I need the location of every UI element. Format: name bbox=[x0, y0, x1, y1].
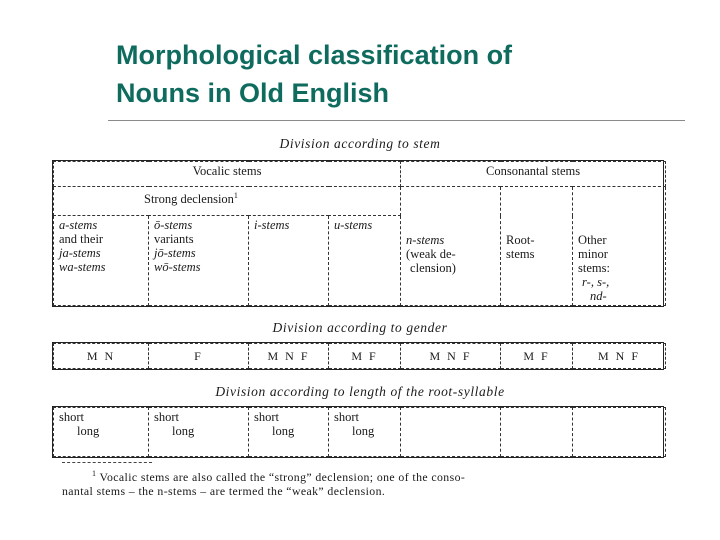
root-stems-cell bbox=[501, 187, 573, 306]
footnote-mark: 1 bbox=[92, 469, 97, 478]
footnote-divider bbox=[62, 462, 152, 463]
i-stems-label: i-stems bbox=[254, 218, 290, 233]
heading-stem: Division according to stem bbox=[279, 136, 441, 151]
length-cell bbox=[54, 408, 149, 457]
consonantal-header: Consonantal stems bbox=[401, 162, 666, 187]
length-short: short bbox=[254, 410, 279, 424]
gender-cell: M N F bbox=[573, 344, 666, 369]
other-stems-label-3: stems: bbox=[578, 261, 610, 275]
root-stems-label-2: stems bbox=[506, 247, 535, 261]
other-stems-label-5: nd- bbox=[590, 289, 607, 303]
o-stems-cell bbox=[149, 216, 249, 306]
n-stems-label: n-stems bbox=[406, 233, 445, 247]
footnote bbox=[62, 467, 662, 498]
length-cell-empty bbox=[401, 408, 501, 457]
footnote-line-1 bbox=[62, 467, 662, 484]
title-line-2: Nouns in Old English bbox=[116, 78, 389, 108]
wa-stems-label: wa-stems bbox=[59, 260, 106, 275]
heading-length: Division according to length of the root-syllable bbox=[215, 384, 505, 399]
n-stems-note-1: (weak de- bbox=[406, 247, 456, 261]
wo-stems-label: wō-stems bbox=[154, 260, 201, 275]
scanned-table-image bbox=[52, 128, 668, 498]
other-stems-label-1: Other bbox=[578, 233, 607, 247]
strong-declension-label: Strong declension bbox=[144, 192, 234, 207]
a-stems-label: a-stems bbox=[59, 218, 98, 233]
length-long: long bbox=[272, 424, 295, 438]
length-table bbox=[52, 406, 664, 458]
length-short: short bbox=[154, 410, 179, 424]
a-stems-cell bbox=[54, 216, 149, 306]
title-line-1: Morphological classification of bbox=[116, 40, 513, 70]
other-stems-cell bbox=[573, 187, 666, 306]
o-stems-note: variants bbox=[154, 232, 194, 247]
o-stems-label: ō-stems bbox=[154, 218, 193, 233]
length-long: long bbox=[77, 424, 100, 438]
strong-declension-header bbox=[54, 187, 401, 216]
gender-cell: M N F bbox=[401, 344, 501, 369]
root-stems-label-1: Root- bbox=[506, 233, 535, 247]
n-stems-cell bbox=[401, 187, 501, 306]
length-cell-empty bbox=[573, 408, 666, 457]
length-cell-empty bbox=[501, 408, 573, 457]
jo-stems-label: jō-stems bbox=[154, 246, 196, 261]
length-cell bbox=[329, 408, 401, 457]
gender-cell: M F bbox=[329, 344, 401, 369]
i-stems-cell bbox=[249, 216, 329, 306]
footnote-text-1: Vocalic stems are also called the “strong” declension; one of the conso- bbox=[99, 469, 466, 484]
length-short: short bbox=[334, 410, 359, 424]
length-cell bbox=[149, 408, 249, 457]
a-stems-note: and their bbox=[59, 232, 104, 247]
ja-stems-label: ja-stems bbox=[59, 246, 101, 261]
other-stems-label-4: r-, s-, bbox=[582, 275, 610, 289]
gender-cell: F bbox=[149, 344, 249, 369]
page-title bbox=[116, 36, 676, 112]
heading-gender: Division according to gender bbox=[272, 320, 448, 335]
length-long: long bbox=[352, 424, 375, 438]
gender-cell: M F bbox=[501, 344, 573, 369]
stem-table bbox=[52, 160, 664, 307]
other-stems-label-2: minor bbox=[578, 247, 608, 261]
vocalic-header: Vocalic stems bbox=[54, 162, 401, 187]
length-cell bbox=[249, 408, 329, 457]
strong-footnote-mark: 1 bbox=[233, 191, 238, 200]
title-divider bbox=[108, 120, 685, 121]
footnote-line-2: nantal stems – the n-stems – are termed the “weak” declension. bbox=[62, 483, 386, 498]
u-stems-cell bbox=[329, 216, 401, 306]
gender-table bbox=[52, 342, 664, 370]
length-short: short bbox=[59, 410, 84, 424]
u-stems-label: u-stems bbox=[334, 218, 373, 233]
n-stems-note-2: clension) bbox=[410, 261, 456, 275]
length-long: long bbox=[172, 424, 195, 438]
gender-cell: M N bbox=[54, 344, 149, 369]
gender-cell: M N F bbox=[249, 344, 329, 369]
